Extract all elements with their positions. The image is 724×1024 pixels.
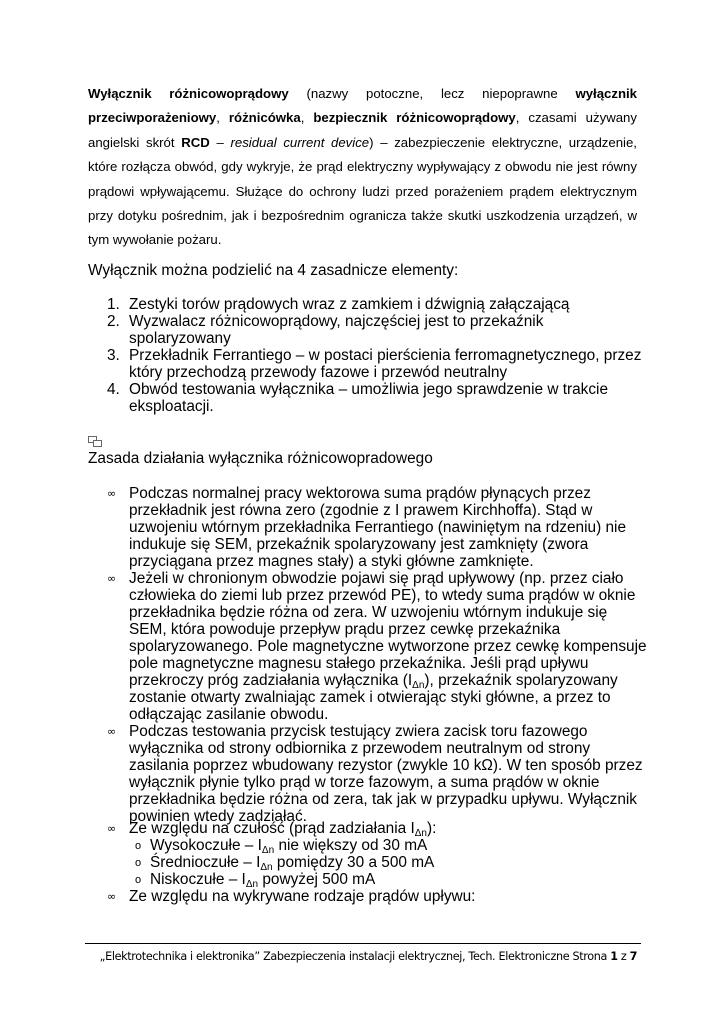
list-item-text: Przekładnik Ferrantiego – w postaci pierścienia ferromagnetycznego, przez który przechodzą przewody fazowe i przewód neutralny <box>129 347 642 381</box>
list-item-text: ): <box>426 820 437 837</box>
sublist-item-text: nie większy od 30 mA <box>274 837 428 854</box>
subscript: Δn <box>412 680 425 691</box>
subscript: Δn <box>245 879 259 890</box>
sensitivity-sublist <box>129 837 648 888</box>
list-number: 1. <box>107 296 120 313</box>
section-title: Zasada działania wyłącznika różnicowopradowego <box>88 450 433 467</box>
list-item <box>88 820 648 888</box>
subscript: Δn <box>260 862 273 873</box>
intro-term: różnicówka <box>228 110 301 126</box>
circle-bullet-icon: o <box>135 874 142 886</box>
intro-text: – <box>209 134 231 150</box>
circle-bullet-icon: o <box>135 857 142 869</box>
list-item <box>88 485 648 570</box>
list-item-text: Ze względu na wykrywane rodzaje prądów upływu: <box>129 888 476 905</box>
footer-divider <box>85 943 641 944</box>
circle-bullet-icon: o <box>135 840 142 852</box>
intro-english-term: residual current device <box>230 134 370 150</box>
classification-list <box>88 820 648 905</box>
footer-page-number: 1 <box>610 950 618 963</box>
list-item-text: Podczas normalnej pracy wektorowa suma prądów płynących przez przekładnik jest równa zero (zgodnie z I prawem Kirchhoffa). Stąd w uzwojeniu wtórnym przekładnika Ferrantiego (nawiniętym na rdzeniu) nie indukuje się SEM, przekaźnik spolaryzowany jest zamknięty (zwora przyciągana przez magnes stały) a styki główne zamknięte. <box>129 485 627 570</box>
sublist-item-text: Niskoczułe – I <box>150 871 246 888</box>
intro-text: , <box>300 110 314 126</box>
intro-term: bezpiecznik różnicowoprądowy <box>313 110 516 126</box>
intro-term: Wyłącznik różnicowoprądowy <box>88 86 289 101</box>
intro-text: , czasami używany angielski skrót <box>88 110 637 150</box>
sublist-item <box>129 854 648 871</box>
list-number: 2. <box>107 313 120 330</box>
list-item <box>88 347 648 381</box>
subscript: Δn <box>261 845 275 856</box>
page-footer <box>88 950 637 964</box>
list-item <box>88 570 648 723</box>
elements-intro: Wyłącznik można podzielić na 4 zasadnicze elementy: <box>88 262 459 279</box>
sublist-item-text: Średnioczułe – I <box>150 854 261 871</box>
infinity-bullet-icon: ∞ <box>107 572 117 585</box>
footer-of: z <box>617 950 630 963</box>
intro-term: wyłącznik przeciwporażeniowy <box>88 86 638 126</box>
sublist-item-text: pomiędzy 30 a 500 mA <box>272 854 435 871</box>
list-item <box>88 296 648 313</box>
elements-list <box>88 296 648 415</box>
list-item <box>88 723 648 825</box>
list-item-text: ), przekaźnik spolaryzowany zostanie otwarty zwalniając zamek i otwierając styki główne, a przez to odłączając zasilanie obwodu. <box>129 672 618 723</box>
footer-text: „Elektrotechnika i elektronika” Zabezpieczenia instalacji elektrycznej, Tech. Elektroniczne Strona <box>99 950 611 963</box>
infinity-bullet-icon: ∞ <box>107 822 117 835</box>
list-item <box>88 313 648 347</box>
list-item <box>88 888 648 905</box>
sublist-item-text: Wysokoczułe – I <box>150 837 262 854</box>
list-item-text: Jeżeli w chronionym obwodzie pojawi się prąd upływowy (np. przez ciało człowieka do ziemi lub przez przewód PE), to wtedy suma prądów w oknie przekładnika będzie różna od zera. W uzwojeniu wtórnym indukuje się SEM, która powoduje przepływ prądu przez cewkę przekaźnika spolaryzowanego. Pole magnetyczne wytworzone przez cewkę kompensuje pole magnetyczne magnesu stałego przekaźnika. Jeśli prąd upływu przekroczy próg zadziałania wyłącznika (I <box>129 570 647 689</box>
list-item-text: Podczas testowania przycisk testujący zwiera zacisk toru fazowego wyłącznika od strony odbiornika z przewodem neutralnym od strony zasilania poprzez wbudowany rezystor (zwykle 10 kΩ). W ten sposób przez wyłącznik płynie tylko prąd w torze fazowym, a suma prądów w oknie przekładnika będzie różna od zera, tak jak w przypadku upływu. Wyłącznik powinien wtedy zadziałać. <box>129 723 643 825</box>
subscript: Δn <box>414 828 427 839</box>
infinity-bullet-icon: ∞ <box>107 890 117 903</box>
intro-text: (nazwy potoczne, lecz niepoprawne <box>288 86 576 101</box>
list-item <box>88 381 648 415</box>
sublist-item-text: powyżej 500 mA <box>258 871 376 888</box>
intro-text: , <box>216 110 229 126</box>
list-number: 3. <box>107 347 120 364</box>
footer-page-total: 7 <box>629 950 637 963</box>
list-number: 4. <box>107 381 120 398</box>
intro-paragraph <box>88 82 637 253</box>
anchor-placeholder-icon <box>88 436 102 447</box>
sublist-item <box>129 871 648 888</box>
list-item-text: Obwód testowania wyłącznika – umożliwia jego sprawdzenie w trakcie eksploatacji. <box>129 381 609 415</box>
list-item-text: Zestyki torów prądowych wraz z zamkiem i dźwignią załączającą <box>129 296 570 313</box>
infinity-bullet-icon: ∞ <box>107 487 117 500</box>
principles-list <box>88 485 648 825</box>
intro-abbreviation: RCD <box>181 134 210 150</box>
intro-text: ) – zabezpieczenie elektryczne, urządzenie, które rozłącza obwód, gdy wykryje, że prąd elektryczny wypływający z obwodu nie jest równy prądowi wpływającemu. Służące do ochrony ludzi przed porażeniem prądem elektrycznym przy dotyku pośrednim, jak i bezpośrednim ogranicza także skutki uszkodzenia urządzeń, w tym wywołanie pożaru. <box>88 134 637 248</box>
sublist-item <box>129 837 648 854</box>
infinity-bullet-icon: ∞ <box>107 725 117 738</box>
list-item-text: Ze względu na czułość (prąd zadziałania I <box>129 820 415 837</box>
list-item-text: Wyzwalacz różnicowoprądowy, najczęściej jest to przekaźnik spolaryzowany <box>129 313 544 347</box>
